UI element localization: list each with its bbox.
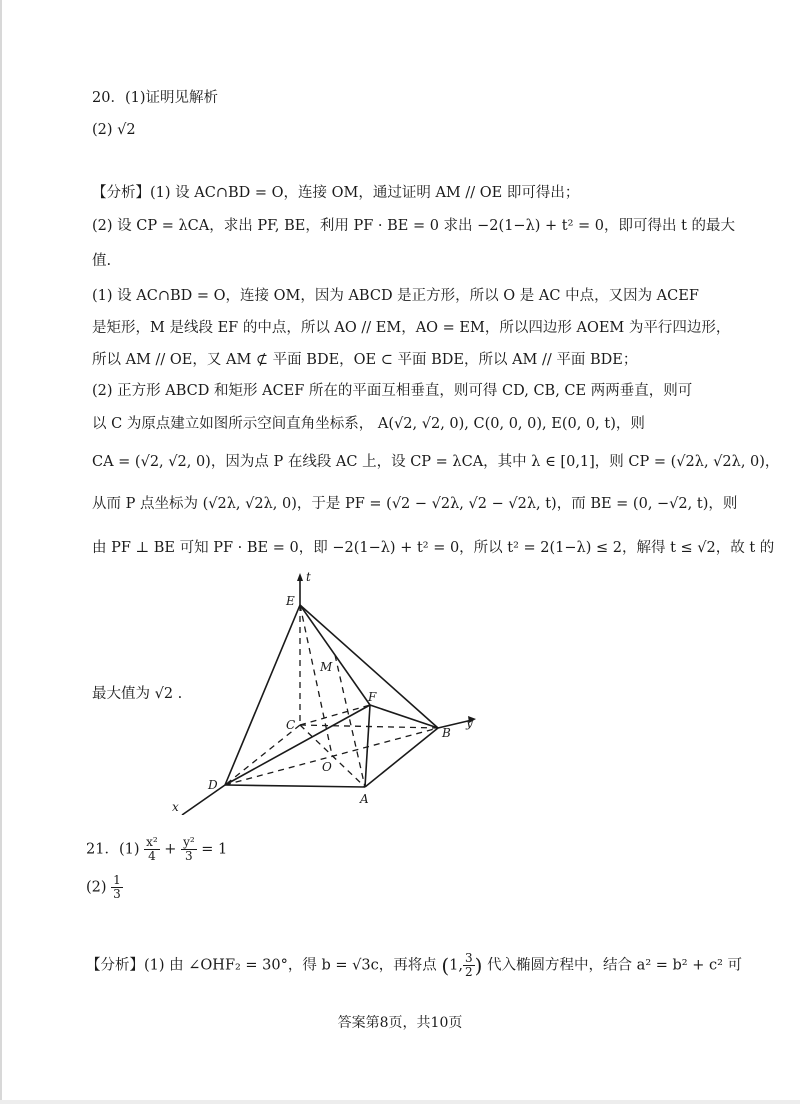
label-B: B [442, 726, 451, 740]
point-close-paren: ) [474, 953, 483, 978]
q20-proof2-line5: 由 PF ⊥ BE 可知 PF · BE = 0，即 −2(1−λ) + t² = 0，所以 t² = 2(1−λ) ≤ 2，解得 t ≤ √2，故 t 的 [92, 540, 775, 556]
q21-analysis-line1 [86, 952, 742, 979]
q20-proof2-line1: (2) 正方形 ABCD 和矩形 ACEF 所在的平面互相垂直，则可得 CD, CB, CE 两两垂直，则可 [92, 383, 693, 399]
q21-answer2-frac [111, 874, 123, 901]
edge-ED [225, 605, 300, 785]
label-D: D [208, 778, 218, 792]
ellipse-eq: = 1 [201, 841, 228, 858]
label-O: O [322, 760, 332, 774]
ellipse-y-den: 3 [185, 849, 193, 863]
q21-answer2 [86, 874, 123, 901]
ellipse-y-num: y² [183, 835, 195, 849]
label-y: y [466, 716, 473, 730]
q21-analysis-a: 【分析】(1) 由 ∠OHF₂ = 30°，得 b = √3c，再将点 [86, 957, 437, 974]
label-C: C [286, 718, 296, 732]
edge-DB [225, 728, 438, 785]
q20-answer2-prefix: (2) [92, 122, 113, 138]
t-axis-arrow [297, 573, 303, 581]
point-num: 3 [465, 951, 473, 965]
page-footer: 答案第8页，共10页 [337, 1015, 463, 1031]
label-A: A [360, 792, 369, 806]
label-t: t [306, 570, 311, 584]
label-F: F [368, 690, 377, 704]
q20-proof1-line1: (1) 设 AC∩BD = O，连接 OM，因为 ABCD 是正方形，所以 O 是 AC 中点，又因为 ACEF [92, 288, 699, 304]
x-axis [182, 785, 225, 815]
edge-FA [365, 705, 370, 787]
q20-proof1-line3: 所以 AM // OE，又 AM ⊄ 平面 BDE，OE ⊂ 平面 BDE，所以 AM // 平面 BDE； [92, 352, 638, 368]
edge-FB [370, 705, 438, 728]
pyramid-figure [160, 565, 500, 815]
q20-proof2-line3: CA = (√2, √2, 0)，因为点 P 在线段 AC 上，设 CP = λCA，其中 λ ∈ [0,1]，则 CP = (√2λ, √2λ, 0)， [92, 454, 780, 470]
edge-AB [365, 728, 438, 787]
ellipse-x-num: x² [146, 835, 158, 849]
ellipse-plus: + [164, 841, 177, 858]
label-x: x [172, 800, 179, 814]
edge-CF [300, 705, 370, 725]
q21-answer2-den: 3 [113, 887, 121, 901]
q20-analysis-line1: 【分析】(1) 设 AC∩BD = O，连接 OM，通过证明 AM // OE 即可得出； [92, 185, 580, 201]
q20-max-value: 最大值为 √2 . [92, 686, 183, 702]
q20-proof1-line2: 是矩形，M 是线段 EF 的中点，所以 AO // EM，AO = EM，所以四边形 AOEM 为平行四边形， [92, 320, 731, 336]
point-first: 1, [449, 957, 463, 974]
q21-answer1 [86, 836, 227, 863]
q20-analysis-line3: 值. [92, 253, 112, 269]
scan-edge-bottom [0, 1100, 800, 1104]
q20-header: 20．(1)证明见解析 [92, 90, 218, 106]
edge-DA [225, 785, 365, 787]
point-open-paren: ( [441, 953, 450, 978]
scan-edge-left [0, 0, 2, 1104]
ellipse-x-term [144, 836, 160, 863]
q20-answer2-value: √2 [117, 122, 136, 138]
q20-analysis-line2: (2) 设 CP = λCA，求出 PF, BE，利用 PF · BE = 0 求出 −2(1−λ) + t² = 0，即可得出 t 的最大 [92, 218, 736, 234]
ellipse-y-term [181, 836, 197, 863]
label-E: E [286, 594, 295, 608]
ellipse-x-den: 4 [148, 849, 156, 863]
q20-proof2-line4: 从而 P 点坐标为 (√2λ, √2λ, 0)，于是 PF = (√2 − √2λ, √2 − √2λ, t)，而 BE = (0, −√2, t)，则 [92, 496, 738, 512]
edge-CD [225, 725, 300, 785]
label-M: M [320, 660, 333, 674]
q21-answer2-prefix: (2) [86, 879, 107, 896]
q21-header-prefix: 21．(1) [86, 841, 140, 858]
edge-DF [225, 705, 370, 785]
q21-analysis-b: 代入椭圆方程中，结合 a² = b² + c² 可 [487, 957, 743, 974]
point-den: 2 [465, 965, 473, 979]
q20-answer2 [92, 120, 136, 140]
q20-proof2-line2: 以 C 为原点建立如图所示空间直角坐标系， A(√2, √2, 0), C(0, 0, 0), E(0, 0, t)，则 [92, 416, 645, 432]
point-frac [463, 952, 475, 979]
q21-answer2-num: 1 [113, 873, 121, 887]
